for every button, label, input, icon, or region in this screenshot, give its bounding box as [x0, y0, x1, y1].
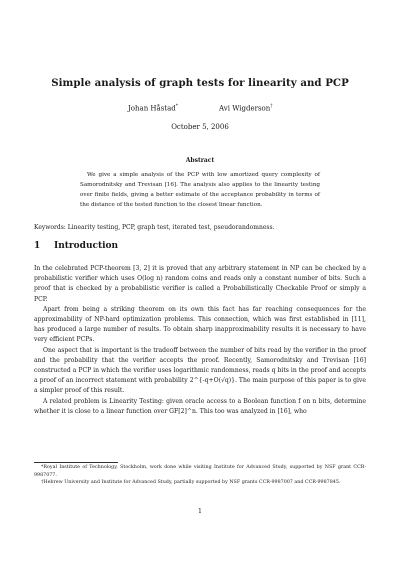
footnote-1: *Royal Institute of Technology, Stockholm, work done while visiting Institute for Advanced Study, supported by NSF grant CCR-9987077.	[34, 465, 366, 478]
author-1-mark: *	[175, 104, 179, 109]
paper-title: Simple analysis of graph tests for linearity and PCP	[51, 77, 349, 89]
footnote-rule	[34, 462, 118, 463]
section-number: 1	[34, 241, 41, 251]
section-heading	[34, 241, 118, 251]
footnote-2: †Hebrew University and Institute for Advanced Study, partially supported by NSF grants CCR-9987007 and CCR-9987845.	[41, 480, 341, 486]
author-2-name: Avi Wigderson	[219, 104, 271, 113]
author-1	[128, 104, 178, 112]
page-number: 1	[198, 508, 202, 515]
author-line	[0, 104, 400, 116]
author-1-name: Johan Håstad	[128, 104, 176, 113]
keywords: Keywords: Linearity testing, PCP, graph test, iterated test, pseudorandomness.	[34, 224, 275, 231]
paragraph-3: One aspect that is important is the tradeoff between the number of bits read by the verifier in the proof and the probability that the verifier accepts the proof. Recently, Samorodnitsky and Trevisan [16] constructed a PCP in which the verifier uses logarithmic randomness, reads q bits in the proof and accepts a proof of an incorrect statement with probability 2^{-q+O(√q)}. The main purpose of this paper is to give a simpler proof of this result.	[34, 346, 366, 395]
paragraph-4: A related problem is Linearity Testing: given oracle access to a Boolean function f on n bits, determine whether it is close to a linear function over GF[2]^n. This too was analyzed in [16], who	[34, 397, 366, 415]
author-2	[219, 104, 273, 112]
paragraph-1: In the celebrated PCP-theorem [3, 2] it is proved that any arbitrary statement in NP can be checked by a probabilistic verifier which uses O(log n) random coins and reads only a constant number of bits. Such a proof that is checked by a probabilistic verifier is called a Probabilistically Checkable Proof or simply a PCP.	[34, 265, 366, 303]
section-title: Introduction	[54, 241, 119, 251]
paragraph-2: Apart from being a striking theorem on its own this fact has far reaching consequences for the approximability of NP-hard optimization problems. This connection, which was first established in [11], has produced a large number of results. To obtain sharp inapproximability results it is necessary to have very efficient PCPs.	[34, 305, 366, 344]
footnotes	[34, 464, 366, 487]
abstract-text: We give a simple analysis of the PCP with low amortized query complexity of Samorodnitsky and Trevisan [16]. The analysis also applies to the linearity testing over finite fields, giving a better estimate of the acceptance probability in terms of the distance of the tested function to the closest linear function.	[80, 172, 320, 209]
paper-date: October 5, 2006	[171, 123, 229, 131]
author-2-mark: †	[270, 104, 273, 109]
abstract-heading: Abstract	[185, 157, 215, 164]
body-text	[34, 264, 366, 417]
